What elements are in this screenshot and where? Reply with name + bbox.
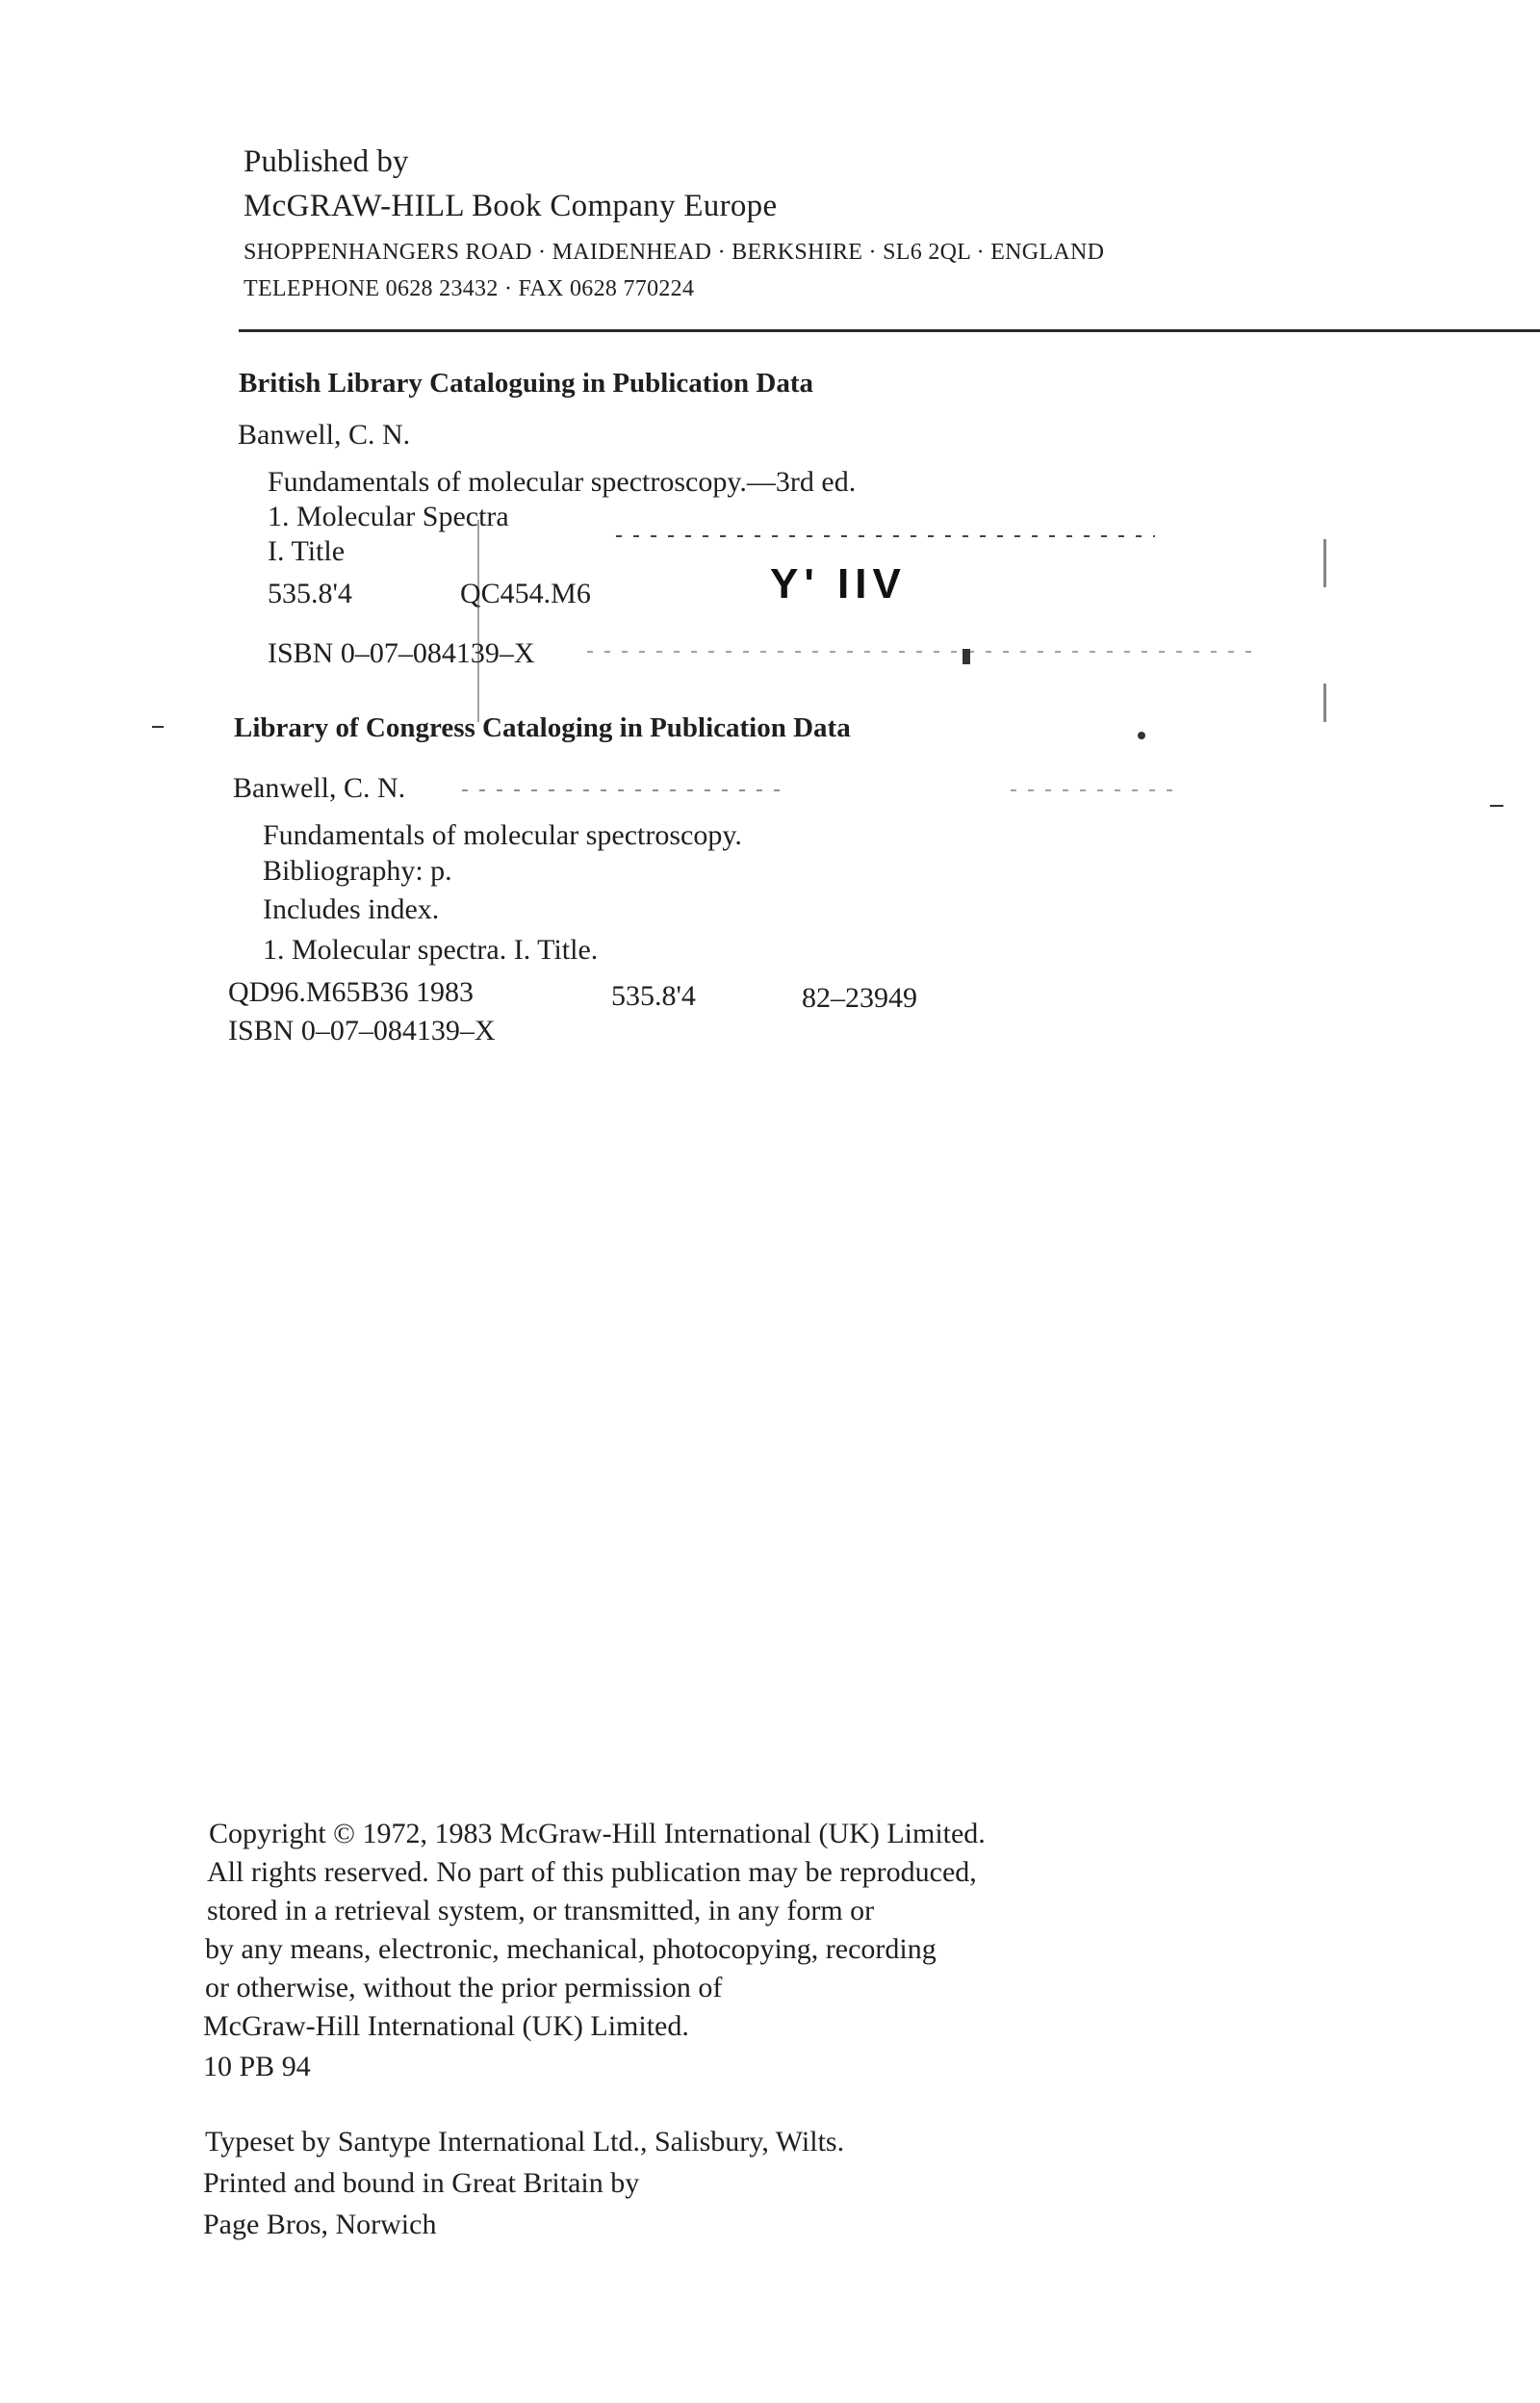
bl-title-entry: I. Title — [268, 535, 346, 567]
copyright-line-1: Copyright © 1972, 1983 McGraw-Hill International (UK) Limited. — [209, 1818, 986, 1849]
smudge-dots — [616, 535, 1155, 537]
copyright-line-3: stored in a retrieval system, or transmitted, in any form or — [207, 1895, 875, 1926]
copyright-line-5: or otherwise, without the prior permission of — [205, 1972, 723, 2003]
smudge-mark — [477, 520, 479, 722]
smudge-mark — [1138, 732, 1145, 739]
copyright-line-6: McGraw-Hill International (UK) Limited. — [203, 2010, 689, 2042]
loc-subjects: 1. Molecular spectra. I. Title. — [263, 934, 599, 966]
loc-bibliography: Bibliography: p. — [263, 855, 452, 887]
bl-title: Fundamentals of molecular spectroscopy.—3rd ed. — [268, 466, 857, 498]
smudge-mark — [1323, 684, 1326, 722]
smudged-stamp: Y' IIV — [770, 560, 907, 607]
loc-author: Banwell, C. N. — [233, 772, 406, 804]
loc-index: Includes index. — [263, 893, 440, 925]
copyright-line-7: 10 PB 94 — [203, 2051, 311, 2082]
published-by: Published by — [244, 144, 409, 179]
typeset-line: Typeset by Santype International Ltd., Salisbury, Wilts. — [205, 2126, 845, 2158]
printer-line: Page Bros, Norwich — [203, 2209, 437, 2240]
bl-dewey: 535.8'4 — [268, 578, 352, 609]
divider-rule — [239, 329, 1540, 332]
loc-call-number: QD96.M65B36 1983 — [228, 976, 475, 1008]
bl-lc-class: QC454.M6 — [460, 578, 591, 609]
bl-subject: 1. Molecular Spectra — [268, 501, 509, 532]
bl-author: Banwell, C. N. — [238, 419, 411, 451]
smudge-mark — [962, 649, 970, 664]
smudge-dots — [462, 789, 780, 791]
british-library-heading: British Library Cataloguing in Publication Data — [239, 368, 813, 399]
smudge-dots — [587, 651, 1261, 653]
smudge-mark — [1323, 539, 1326, 587]
publisher-address: SHOPPENHANGERS ROAD · MAIDENHEAD · BERKSHIRE · SL6 2QL · ENGLAND — [244, 240, 1105, 265]
loc-title: Fundamentals of molecular spectroscopy. — [263, 819, 742, 851]
publisher-contact: TELEPHONE 0628 23432 · FAX 0628 770224 — [244, 276, 695, 301]
smudge-dots — [1011, 789, 1174, 791]
copyright-line-4: by any means, electronic, mechanical, photocopying, recording — [205, 1933, 937, 1965]
loc-heading: Library of Congress Cataloging in Publication Data — [234, 712, 851, 743]
printed-line: Printed and bound in Great Britain by — [203, 2167, 640, 2199]
margin-mark — [1490, 805, 1503, 807]
bl-isbn: ISBN 0–07–084139–X — [268, 637, 535, 669]
copyright-line-2: All rights reserved. No part of this publication may be reproduced, — [207, 1856, 977, 1888]
publisher-name: McGRAW-HILL Book Company Europe — [244, 189, 778, 223]
loc-isbn: ISBN 0–07–084139–X — [228, 1015, 496, 1046]
loc-dewey: 535.8'4 — [611, 980, 696, 1012]
margin-mark — [152, 726, 164, 728]
loc-lccn: 82–23949 — [802, 982, 917, 1014]
